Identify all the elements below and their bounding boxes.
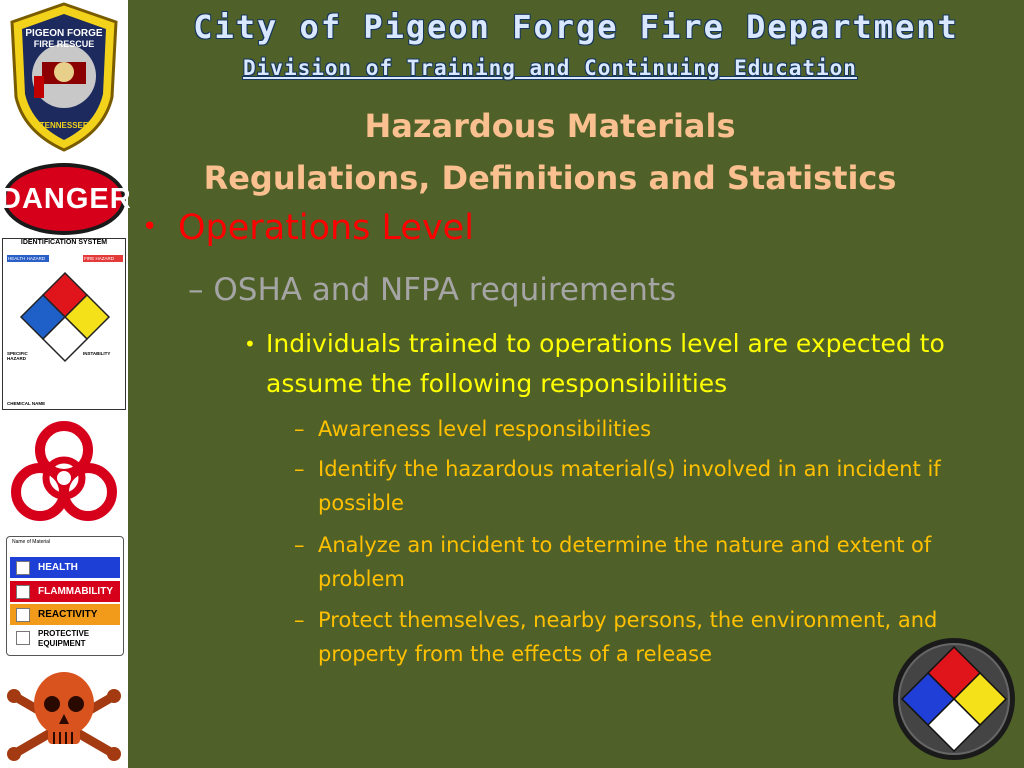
slide-title (128, 100, 972, 204)
hmis-protective-row (10, 627, 120, 648)
bullet-level4-text: Awareness level responsibilities (318, 417, 652, 441)
bullet-level2 (188, 272, 676, 308)
chemical-name-label: CHEMICAL NAME (7, 401, 46, 406)
specific-hazard-label: SPECIFIC HAZARD (7, 351, 28, 361)
hmis-name-of-material: Name of Material (12, 539, 51, 545)
danger-sign (0, 160, 132, 238)
bullet-level3-text: Individuals trained to operations level are expected to assume the following responsibilities (266, 329, 945, 398)
skull-crossbones-icon (4, 666, 124, 766)
dash-icon: – (294, 608, 305, 632)
dash-icon: – (188, 272, 214, 308)
hmis-health-box (16, 561, 30, 575)
hmis-flammability-label: FLAMMABILITY (38, 586, 113, 597)
nfpa-diamond-circle-icon (892, 637, 1016, 761)
bullet-level4-text: Analyze an incident to determine the nature and extent of problem (318, 533, 932, 591)
dash-icon: – (294, 533, 305, 557)
division-subheader: Division of Training and Continuing Education (243, 56, 857, 80)
bullet-level4-text: Protect themselves, nearby persons, the environment, and property from the effects of a release (318, 608, 938, 666)
instability-label: INSTABILITY (83, 351, 111, 356)
id-system-title: IDENTIFICATION SYSTEM (20, 239, 108, 246)
hmis-label-card (6, 536, 124, 656)
nfpa-identification-chart (2, 238, 126, 410)
hmis-health-label: HEALTH (38, 562, 78, 573)
svg-text:PIGEON FORGE: PIGEON FORGE (25, 28, 103, 39)
danger-sign-label: DANGER (0, 183, 132, 215)
slide-title-line2: Regulations, Definitions and Statistics (203, 159, 897, 197)
slide-title-line1: Hazardous Materials (364, 107, 736, 145)
hmis-protective-label: PROTECTIVE EQUIPMENT (38, 629, 90, 648)
organization-header: City of Pigeon Forge Fire Department (193, 8, 959, 46)
health-hazard-label: HEALTH HAZARD (7, 255, 49, 262)
svg-text:FIRE RESCUE: FIRE RESCUE (33, 39, 95, 49)
fire-rescue-badge-icon (4, 2, 124, 152)
bullet-level4-text: Identify the hazardous material(s) involved in an incident if possible (318, 457, 941, 515)
bullet-dot-icon: • (244, 332, 256, 356)
hmis-reactivity-box (16, 608, 30, 622)
dash-icon: – (294, 457, 305, 481)
dash-icon: – (294, 417, 305, 441)
hmis-flammability-box (16, 585, 30, 599)
fire-hazard-label: FIRE HAZARD (83, 255, 123, 262)
hmis-protective-box (16, 631, 30, 645)
hmis-reactivity-row (10, 604, 120, 625)
bullet-dot-icon: • (142, 212, 158, 242)
hazard-symbol-sidebar (0, 0, 132, 768)
bullet-level2-text: OSHA and NFPA requirements (213, 272, 677, 308)
hmis-reactivity-label: REACTIVITY (38, 609, 98, 620)
hmis-flammability-row (10, 581, 120, 602)
bullet-level1-text: Operations Level (178, 208, 474, 248)
biohazard-icon (0, 410, 128, 535)
svg-text:TENNESSEE: TENNESSEE (39, 121, 89, 130)
hmis-health-row (10, 557, 120, 578)
